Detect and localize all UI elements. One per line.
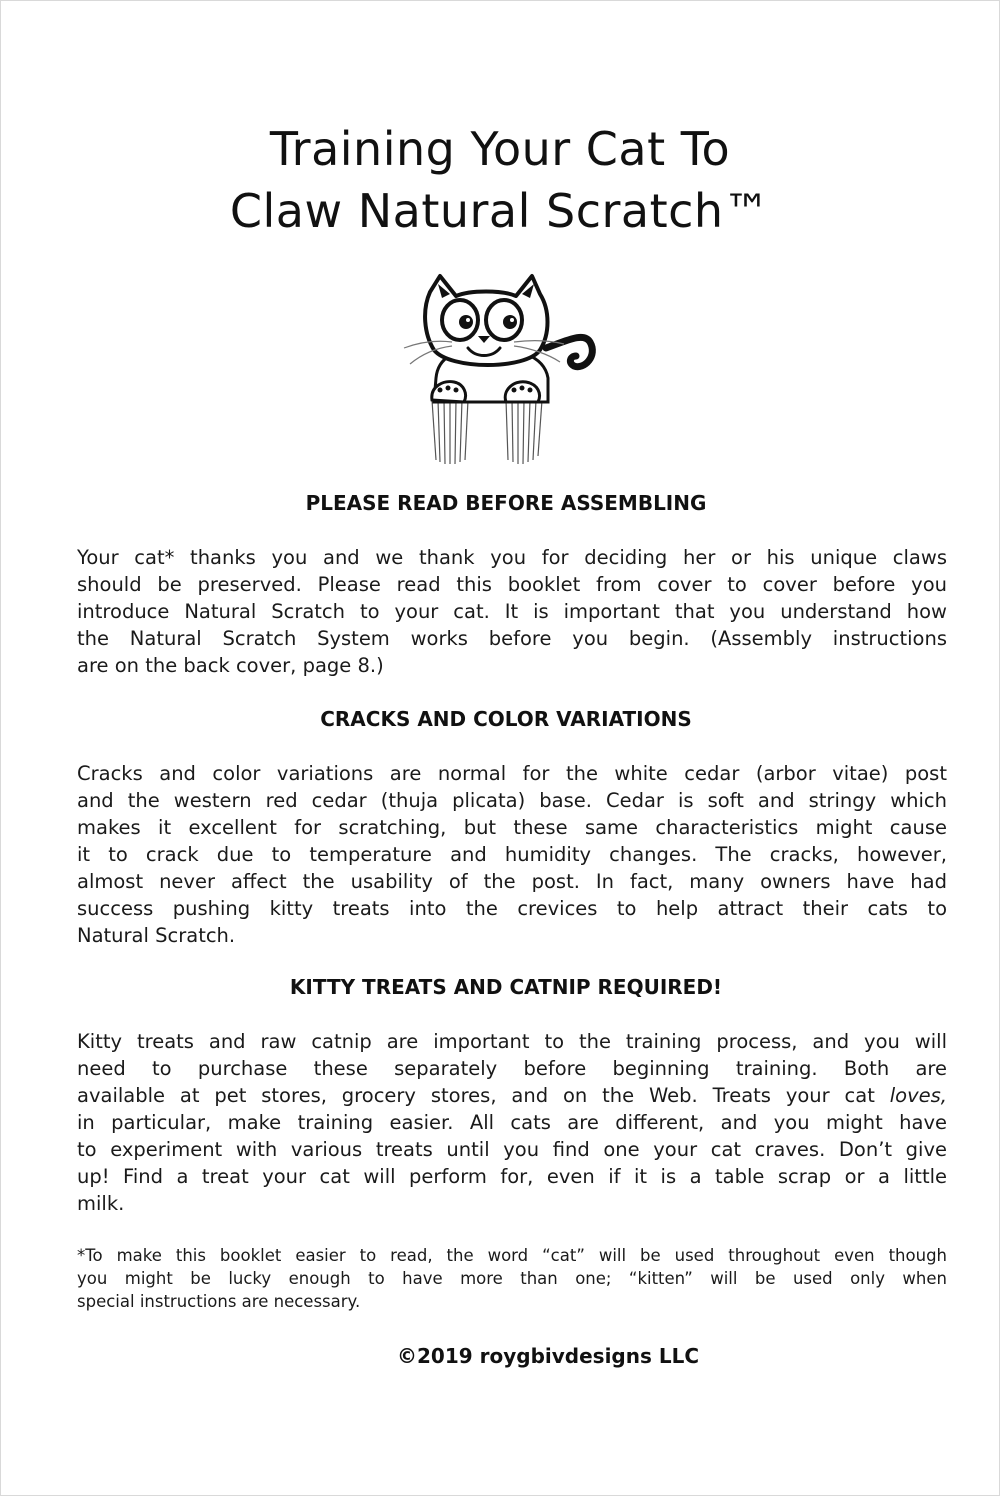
- cartoon-cat-on-scratching-post-icon: [398, 270, 608, 466]
- paragraph-line: milk.: [77, 1192, 125, 1215]
- section-heading-read-before-assembling: PLEASE READ BEFORE ASSEMBLING: [305, 491, 707, 515]
- section-heading-kitty-treats: KITTY TREATS AND CATNIP REQUIRED!: [289, 975, 723, 999]
- section-paragraph-kitty-treats: [77, 1028, 947, 1217]
- emphasis-text: loves,: [889, 1084, 947, 1107]
- footnote-line: *To make this booklet easier to read, the word “cat” will be used throughout even though: [77, 1246, 947, 1265]
- title-line-1: Training Your Cat To: [269, 122, 731, 176]
- paragraph-line: Natural Scratch.: [77, 924, 236, 947]
- footnote-line: you might be lucky enough to have more than one; “kitten” will be used only when: [77, 1269, 947, 1288]
- paragraph-line: the Natural Scratch System works before you begin. (Assembly instructions: [77, 627, 947, 650]
- footnote: [77, 1244, 947, 1313]
- paragraph-line: in particular, make training easier. All cats are different, and you might have: [77, 1111, 947, 1134]
- paragraph-line: up! Find a treat your cat will perform for, even if it is a table scrap or a little: [77, 1165, 947, 1188]
- paragraph-line: makes it excellent for scratching, but these same characteristics might cause: [77, 816, 947, 839]
- paragraph-line: Your cat* thanks you and we thank you for deciding her or his unique claws: [77, 546, 947, 569]
- footnote-line: special instructions are necessary.: [77, 1292, 361, 1311]
- paragraph-line: success pushing kitty treats into the crevices to help attract their cats to: [77, 897, 947, 920]
- paragraph-line: it to crack due to temperature and humidity changes. The cracks, however,: [77, 843, 947, 866]
- paragraph-line: introduce Natural Scratch to your cat. It is important that you understand how: [77, 600, 947, 623]
- paragraph-line: to experiment with various treats until you find one your cat craves. Don’t give: [77, 1138, 947, 1161]
- paragraph-line: Cracks and color variations are normal for the white cedar (arbor vitae) post: [77, 762, 947, 785]
- paragraph-line: Kitty treats and raw catnip are important to the training process, and you will: [77, 1030, 947, 1053]
- paragraph-line-text: available at pet stores, grocery stores, and on the Web. Treats your cat: [77, 1084, 875, 1107]
- section-heading-cracks-and-color: CRACKS AND COLOR VARIATIONS: [320, 707, 692, 731]
- copyright-notice: ©2019 roygbivdesigns LLC: [396, 1344, 700, 1368]
- section-paragraph-read-before-assembling: [77, 544, 947, 679]
- title-line-2: Claw Natural Scratch™: [229, 184, 771, 238]
- paragraph-line: need to purchase these separately before beginning training. Both are: [77, 1057, 947, 1080]
- paragraph-line: [77, 1082, 947, 1109]
- paragraph-line: almost never affect the usability of the post. In fact, many owners have had: [77, 870, 947, 893]
- section-paragraph-cracks-and-color: [77, 760, 947, 949]
- paragraph-line: should be preserved. Please read this booklet from cover to cover before you: [77, 573, 947, 596]
- paragraph-line: are on the back cover, page 8.): [77, 654, 384, 677]
- paragraph-line: and the western red cedar (thuja plicata) base. Cedar is soft and stringy which: [77, 789, 947, 812]
- page-title: [0, 118, 1000, 242]
